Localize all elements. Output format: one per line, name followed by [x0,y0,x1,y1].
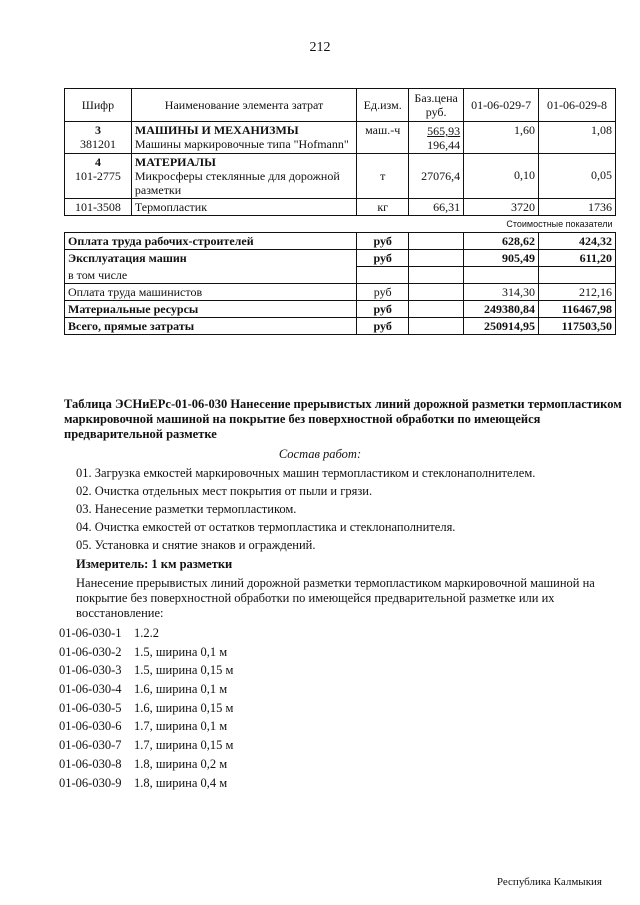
header-name: Наименование элемента затрат [131,89,356,122]
norm-text: 1.7, ширина 0,1 м [134,719,228,734]
norm-code: 01-06-030-2 [59,644,122,659]
summary-value-1: 249380,84 [464,300,539,317]
section-machines-row [65,122,616,154]
resource-unit: маш.-ч [357,122,409,154]
resource-unit: т [357,154,409,199]
summary-value-2: 424,32 [539,233,616,250]
summary-row [65,317,616,334]
summary-unit: руб [357,300,409,317]
base-price: 66,31 [409,199,464,216]
norm-text: 1.6, ширина 0,15 м [134,700,234,715]
summary-name: в том числе [65,267,357,284]
base-price-labor: 196,44 [427,138,461,152]
header-code: Шифр [65,89,132,122]
header-norm-2: 01-06-029-8 [539,89,616,122]
table-row [65,199,616,216]
resource-code: 381201 [79,137,116,151]
section-number: 3 [94,123,101,137]
list-item [59,755,233,774]
summary-value-1: 628,62 [464,233,539,250]
work-item: 04. Очистка емкостей от остатков термопластика и стеклонаполнителя. [76,520,456,534]
norm-code: 01-06-030-5 [59,700,122,715]
summary-unit: руб [357,250,409,267]
norm-code: 01-06-030-9 [59,775,122,790]
norm-value-2: 1736 [539,199,616,216]
summary-name: Оплата труда машинистов [65,283,357,300]
resource-code: 101-3508 [65,199,132,216]
summary-row [65,233,616,250]
summary-value-2: 212,16 [539,283,616,300]
summary-value-1: 314,30 [464,283,539,300]
work-list [76,464,616,554]
norm-text: 1.5, ширина 0,15 м [134,663,234,678]
list-item [59,699,233,718]
description: Нанесение прерывистых линий дорожной разметки термопластиком маркировочной машиной на покрытие без поверхностной обработки по имеющейся предварительной разметке или их восстановление: [76,576,595,620]
resource-name: Микросферы стеклянные для дорожной разметки [134,169,340,197]
work-item: 01. Загрузка емкостей маркировочных машин термопластиком и стеклонаполнителем. [76,466,536,480]
work-item: 02. Очистка отдельных мест покрытия от пыли и грязи. [76,484,373,498]
work-item: 05. Установка и снятие знаков и ограждений. [76,538,316,552]
resource-unit: кг [357,199,409,216]
summary-name: Оплата труда рабочих-строителей [65,233,357,250]
indicators-row [65,216,616,233]
summary-row [65,267,616,284]
norm-code: 01-06-030-1 [59,626,122,640]
norm-value-1: 1,60 [464,122,539,154]
norm-value-1: 0,10 [464,154,539,199]
section-materials-row [65,154,616,199]
base-price: 27076,4 [409,154,464,199]
norm-text: 1.2.2 [134,626,159,640]
resource-name: Термопластик [131,199,356,216]
norm-code: 01-06-030-7 [59,738,122,753]
section-title: МАТЕРИАЛЫ [134,155,216,169]
list-item [59,624,233,643]
measure-unit: Измеритель: 1 км разметки [76,557,233,571]
work-composition-title: Состав работ: [278,447,362,461]
summary-value-1: 250914,95 [464,317,539,334]
page-number: 212 [309,40,331,55]
work-item: 03. Нанесение разметки термопластиком. [76,502,297,516]
norm-code: 01-06-030-8 [59,756,122,771]
summary-value-2: 611,20 [539,250,616,267]
summary-unit: руб [357,233,409,250]
summary-value-1: 905,49 [464,250,539,267]
summary-unit: руб [357,317,409,334]
table-title: Таблица ЭСНиЕРс-01-06-030 Нанесение прерывистых линий дорожной разметки термопластиком маркировочной машиной на покрытие без поверхностной обработки по имеющейся предварительной разметке [64,397,622,441]
summary-name: Материальные ресурсы [65,300,357,317]
summary-name: Эксплуатация машин [68,251,187,265]
norm-code: 01-06-030-3 [59,663,122,678]
norm-text: 1.8, ширина 0,4 м [134,775,228,790]
norm-code: 01-06-030-6 [59,719,122,734]
section-number: 4 [94,155,101,169]
norm-text: 1.8, ширина 0,2 м [134,756,228,771]
norm-text: 1.6, ширина 0,1 м [134,682,228,697]
summary-unit: руб [357,283,409,300]
summary-value-2: 116467,98 [539,300,616,317]
list-item [59,717,233,736]
section-title: МАШИНЫ И МЕХАНИЗМЫ [134,123,299,137]
summary-row [65,283,616,300]
header-norm-1: 01-06-029-7 [464,89,539,122]
norm-value-2: 1,08 [539,122,616,154]
summary-row [65,250,616,267]
base-price: 565,93 [427,124,461,138]
header-unit: Ед.изм. [357,89,409,122]
resource-name: Машины маркировочные типа "Hofmann" [134,137,349,151]
header-base-price: Баз.цена руб. [409,89,464,122]
norm-text: 1.5, ширина 0,1 м [134,644,228,659]
summary-value-2: 117503,50 [539,317,616,334]
norm-value-2: 0,05 [539,154,616,199]
list-item [59,774,233,793]
indicators-label: Стоимостные показатели [65,216,616,233]
norm-text: 1.7, ширина 0,15 м [134,738,234,753]
cost-table [64,88,616,335]
list-item [59,643,233,662]
footer-region: Республика Калмыкия [496,876,602,888]
resource-code: 101-2775 [74,169,121,183]
summary-name: Всего, прямые затраты [65,317,357,334]
list-item [59,736,233,755]
table-header-row [65,89,616,122]
list-item [59,661,233,680]
list-item [59,680,233,699]
norm-value-1: 3720 [464,199,539,216]
norm-code: 01-06-030-4 [59,682,122,697]
code-list [59,624,233,792]
summary-row [65,300,616,317]
